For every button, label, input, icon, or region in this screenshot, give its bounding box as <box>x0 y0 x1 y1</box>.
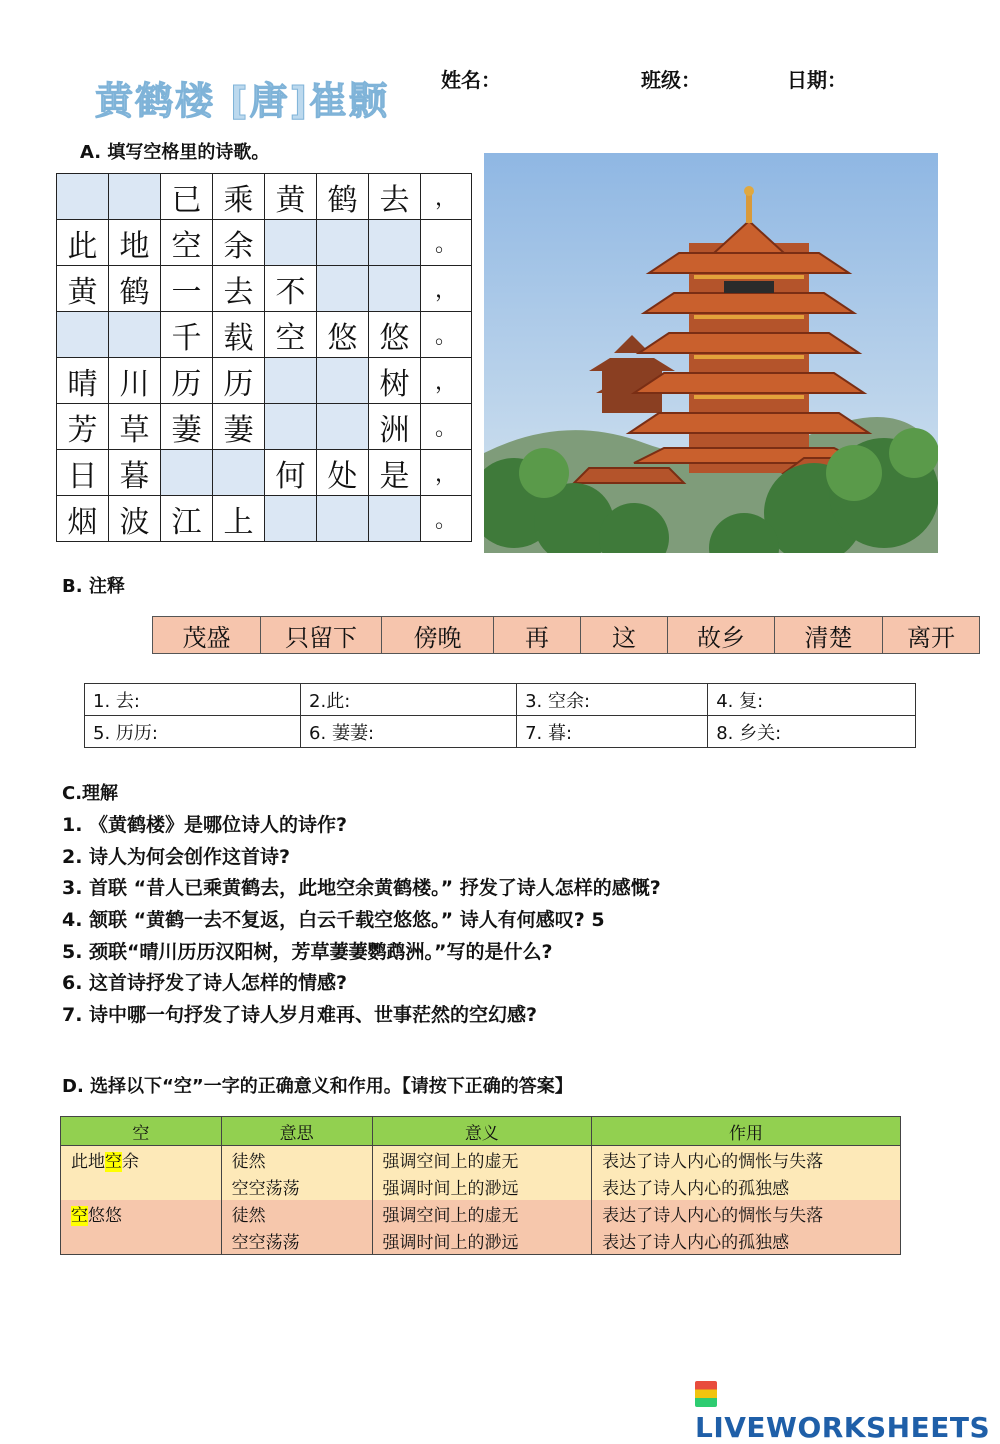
notes-table <box>84 683 916 748</box>
poem-punctuation: 。 <box>421 312 472 358</box>
liveworksheets-logo[interactable] <box>695 1378 1000 1444</box>
poem-blank-cell[interactable] <box>265 358 317 404</box>
word-suffix: 悠悠 <box>88 1206 122 1226</box>
choice-word-cell <box>61 1173 222 1200</box>
word-bank-chip[interactable]: 只留下 <box>261 617 382 654</box>
section-a-label: A. 填写空格里的诗歌。 <box>80 142 270 163</box>
choice-option[interactable]: 表达了诗人内心的惆怅与失落 <box>592 1146 901 1174</box>
poem-char: 去 <box>213 266 265 312</box>
section-b-label: B. 注释 <box>62 576 125 597</box>
note-cell[interactable]: 1. 去: <box>85 684 301 716</box>
note-cell[interactable]: 6. 萋萋: <box>301 716 517 748</box>
poem-char: 地 <box>109 220 161 266</box>
poem-punctuation: ， <box>421 174 472 220</box>
poem-punctuation: ， <box>421 266 472 312</box>
notes-row <box>85 716 916 748</box>
choice-option[interactable]: 空空荡荡 <box>221 1173 372 1200</box>
poem-char: 处 <box>317 450 369 496</box>
poem-blank-cell[interactable] <box>57 174 109 220</box>
word-bank-chip[interactable]: 故乡 <box>668 617 775 654</box>
note-cell[interactable]: 4. 复: <box>708 684 916 716</box>
choice-option[interactable]: 徒然 <box>221 1200 372 1227</box>
note-cell[interactable]: 2.此: <box>301 684 517 716</box>
poem-punctuation: 。 <box>421 404 472 450</box>
poem-char: 余 <box>213 220 265 266</box>
poem-punctuation: 。 <box>421 496 472 542</box>
word-prefix: 此地 <box>71 1152 105 1172</box>
poem-char: 江 <box>161 496 213 542</box>
poem-char: 历 <box>161 358 213 404</box>
poem-char: 悠 <box>369 312 421 358</box>
class-label: 班级： <box>641 68 701 92</box>
choice-header-cell: 空 <box>61 1117 222 1146</box>
poem-blank-cell[interactable] <box>369 496 421 542</box>
poem-char: 上 <box>213 496 265 542</box>
poem-char: 此 <box>57 220 109 266</box>
highlighted-character: 空 <box>71 1206 88 1226</box>
poem-char: 是 <box>369 450 421 496</box>
poem-punctuation: ， <box>421 358 472 404</box>
choice-word-cell <box>61 1146 222 1174</box>
choice-row <box>61 1146 901 1174</box>
choice-option[interactable]: 强调时间上的渺远 <box>372 1173 592 1200</box>
poem-char: 洲 <box>369 404 421 450</box>
poem-blank-cell[interactable] <box>317 266 369 312</box>
poem-row <box>57 266 472 312</box>
note-cell[interactable]: 3. 空余: <box>517 684 708 716</box>
poem-char: 不 <box>265 266 317 312</box>
poem-char: 川 <box>109 358 161 404</box>
choice-option[interactable]: 空空荡荡 <box>221 1227 372 1255</box>
poem-blank-cell[interactable] <box>109 174 161 220</box>
poem-char: 鹤 <box>109 266 161 312</box>
choice-header-row <box>61 1117 901 1146</box>
choice-option[interactable]: 徒然 <box>221 1146 372 1174</box>
poem-char: 去 <box>369 174 421 220</box>
question-item: 5. 颈联“晴川历历汉阳树，芳草萋萋鹦鹉洲。”写的是什么? <box>62 941 553 963</box>
poem-blank-cell[interactable] <box>265 404 317 450</box>
choice-option[interactable]: 表达了诗人内心的孤独感 <box>592 1227 901 1255</box>
poem-char: 晴 <box>57 358 109 404</box>
poem-blank-cell[interactable] <box>213 450 265 496</box>
choice-header-cell: 意义 <box>372 1117 592 1146</box>
poem-char: 鹤 <box>317 174 369 220</box>
poem-punctuation: 。 <box>421 220 472 266</box>
poem-row <box>57 174 472 220</box>
choice-word-cell <box>61 1227 222 1255</box>
date-label: 日期： <box>787 68 847 92</box>
word-bank-chip[interactable]: 傍晚 <box>382 617 494 654</box>
name-label: 姓名： <box>441 68 501 92</box>
word-bank-chip[interactable]: 离开 <box>883 617 980 654</box>
poem-row <box>57 220 472 266</box>
choice-option[interactable]: 强调空间上的虚无 <box>372 1146 592 1174</box>
poem-char: 一 <box>161 266 213 312</box>
poem-blank-cell[interactable] <box>317 358 369 404</box>
poem-char: 黄 <box>57 266 109 312</box>
question-item: 7. 诗中哪一句抒发了诗人岁月难再、世事茫然的空幻感? <box>62 1004 538 1026</box>
poem-row <box>57 404 472 450</box>
poem-blank-cell[interactable] <box>161 450 213 496</box>
poem-blank-cell[interactable] <box>57 312 109 358</box>
poem-row <box>57 312 472 358</box>
poem-char: 芳 <box>57 404 109 450</box>
section-c-label: C.理解 <box>62 783 119 804</box>
poem-char: 草 <box>109 404 161 450</box>
note-cell[interactable]: 7. 暮: <box>517 716 708 748</box>
poem-blank-cell[interactable] <box>317 404 369 450</box>
poem-char: 萋 <box>213 404 265 450</box>
poem-char: 暮 <box>109 450 161 496</box>
word-bank-chip[interactable]: 清楚 <box>775 617 883 654</box>
poem-char: 波 <box>109 496 161 542</box>
choice-row <box>61 1173 901 1200</box>
word-suffix: 余 <box>122 1152 139 1172</box>
poem-punctuation: ， <box>421 450 472 496</box>
yellow-crane-tower-photo <box>484 153 938 553</box>
choice-option[interactable]: 表达了诗人内心的惆怅与失落 <box>592 1200 901 1227</box>
poem-char: 载 <box>213 312 265 358</box>
question-item: 4. 颔联 “黄鹤一去不复返，白云千载空悠悠。” 诗人有何感叹? 5 <box>62 909 605 931</box>
choice-table <box>60 1116 901 1255</box>
question-item: 2. 诗人为何会创作这首诗? <box>62 846 291 868</box>
poem-char: 悠 <box>317 312 369 358</box>
poem-char: 已 <box>161 174 213 220</box>
logo-text: LIVEWORKSHEETS <box>695 1411 991 1444</box>
poem-char: 黄 <box>265 174 317 220</box>
poem-row <box>57 450 472 496</box>
poem-blank-cell[interactable] <box>265 496 317 542</box>
poem-char: 树 <box>369 358 421 404</box>
poem-char: 何 <box>265 450 317 496</box>
word-bank <box>152 616 980 654</box>
choice-header-cell: 作用 <box>592 1117 901 1146</box>
poem-char: 千 <box>161 312 213 358</box>
choice-option[interactable]: 表达了诗人内心的孤独感 <box>592 1173 901 1200</box>
question-item: 6. 这首诗抒发了诗人怎样的情感? <box>62 972 348 994</box>
choice-option[interactable]: 强调时间上的渺远 <box>372 1227 592 1255</box>
section-d-label: D. 选择以下“空”一字的正确意义和作用。【请按下正确的答案】 <box>62 1076 573 1097</box>
poem-blank-cell[interactable] <box>317 220 369 266</box>
poem-blank-cell[interactable] <box>265 220 317 266</box>
poem-blank-cell[interactable] <box>109 312 161 358</box>
choice-row <box>61 1227 901 1255</box>
note-cell[interactable]: 8. 乡关: <box>708 716 916 748</box>
choice-word-cell <box>61 1200 222 1227</box>
word-bank-chip[interactable]: 再 <box>494 617 581 654</box>
question-item: 3. 首联 “昔人已乘黄鹤去，此地空余黄鹤楼。” 抒发了诗人怎样的感慨? <box>62 877 661 899</box>
word-bank-chip[interactable]: 这 <box>581 617 668 654</box>
poem-char: 空 <box>161 220 213 266</box>
worksheet-title: 黄鹤楼 [唐]崔颢 <box>95 79 389 123</box>
poem-grid <box>56 173 472 542</box>
poem-char: 空 <box>265 312 317 358</box>
question-item: 1. 《黄鹤楼》是哪位诗人的诗作? <box>62 814 348 836</box>
poem-char: 乘 <box>213 174 265 220</box>
poem-char: 日 <box>57 450 109 496</box>
poem-row <box>57 358 472 404</box>
poem-row <box>57 496 472 542</box>
note-cell[interactable]: 5. 历历: <box>85 716 301 748</box>
choice-option[interactable]: 强调空间上的虚无 <box>372 1200 592 1227</box>
choice-header-cell: 意思 <box>221 1117 372 1146</box>
poem-blank-cell[interactable] <box>369 266 421 312</box>
logo-icon <box>695 1381 717 1407</box>
word-bank-chip[interactable]: 茂盛 <box>153 617 261 654</box>
highlighted-character: 空 <box>105 1152 122 1172</box>
poem-blank-cell[interactable] <box>369 220 421 266</box>
poem-char: 萋 <box>161 404 213 450</box>
choice-row <box>61 1200 901 1227</box>
poem-char: 历 <box>213 358 265 404</box>
notes-row <box>85 684 916 716</box>
poem-blank-cell[interactable] <box>317 496 369 542</box>
poem-char: 烟 <box>57 496 109 542</box>
